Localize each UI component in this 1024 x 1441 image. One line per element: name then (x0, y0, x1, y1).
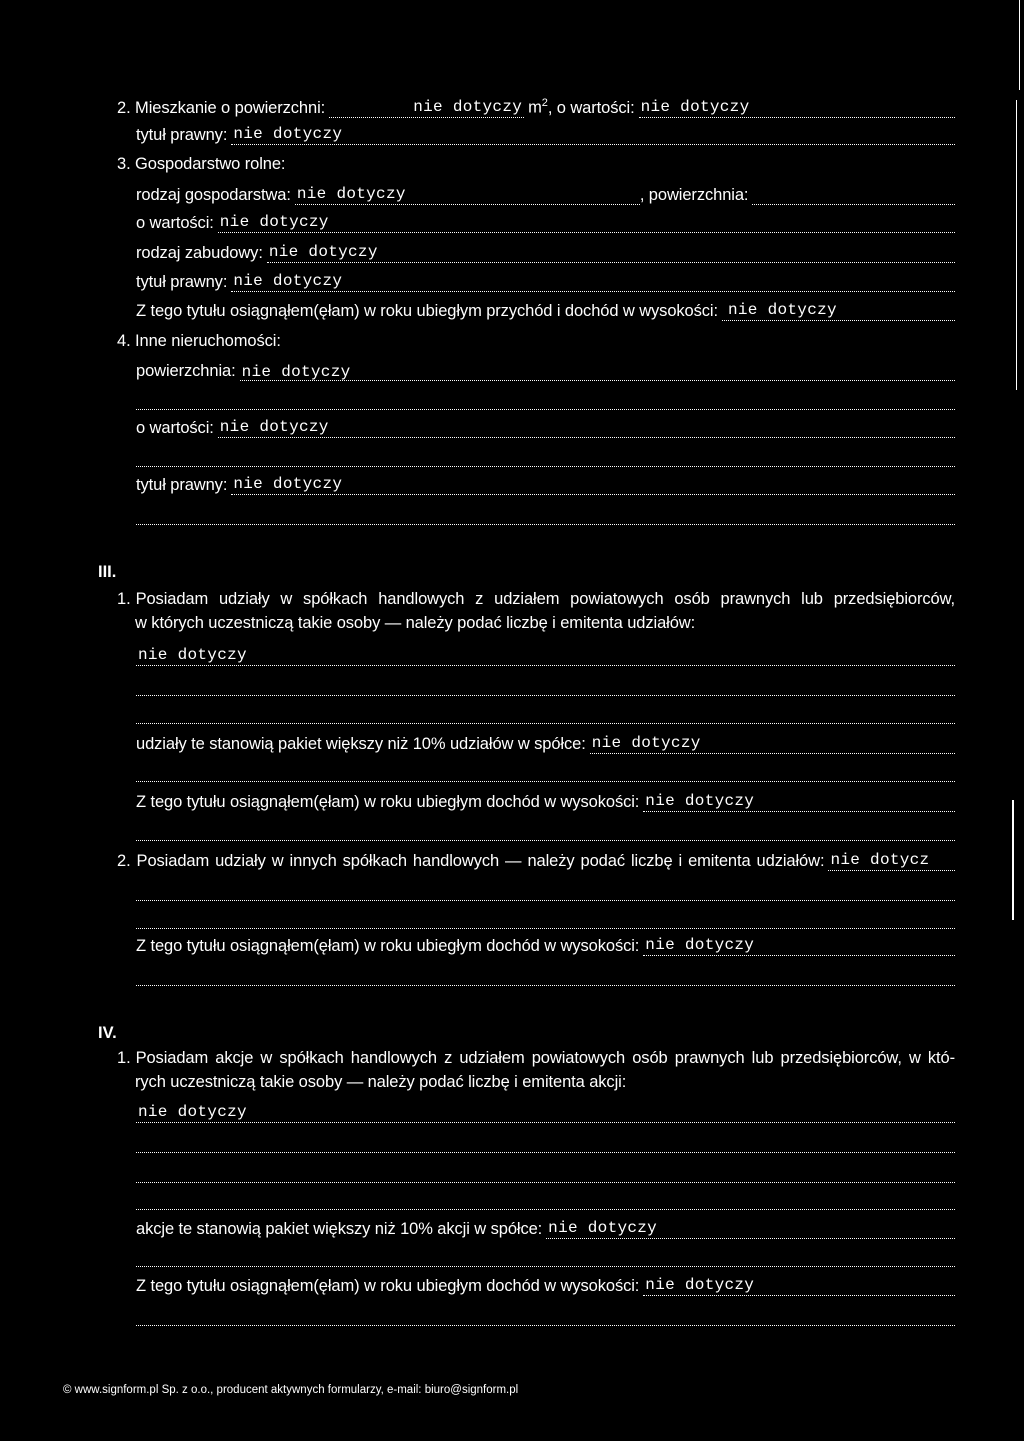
stocks-income-value: nie dotyczy (645, 1276, 755, 1294)
farm-value-label: o wartości: (136, 214, 214, 232)
shares-answer-field[interactable] (136, 648, 955, 666)
other-shares-income-row (136, 937, 955, 956)
other-shares-income-value: nie dotyczy (645, 936, 755, 954)
other-value-field[interactable] (218, 420, 955, 438)
farm-type-label: rodzaj gospodarstwa: (136, 186, 291, 204)
other-shares-label: 2. Posiadam udziały w innych spółkach handlowych — należy podać liczbę i emitenta udziałów: (117, 852, 825, 870)
shares-answer-value: nie dotyczy (138, 646, 247, 664)
farm-income-value: nie dotyczy (727, 301, 837, 319)
farm-title-value: nie dotyczy (233, 272, 343, 290)
other-shares-income-extra-line[interactable] (136, 985, 955, 986)
farm-heading: 3. Gospodarstwo rolne: (117, 155, 286, 173)
farm-type-field[interactable] (295, 187, 640, 205)
section-iv-item1-line2: rych uczestniczą takie osoby — należy podać liczbę i emitenta akcji: (135, 1073, 627, 1091)
scan-edge-mark (1016, 100, 1017, 390)
other-shares-field[interactable] (828, 853, 955, 871)
apartment-value-field[interactable] (639, 97, 955, 118)
other-shares-income-field[interactable] (643, 938, 955, 956)
farm-type-value: nie dotyczy (296, 185, 406, 203)
stocks-extra-line-3[interactable] (136, 1209, 955, 1210)
other-area-value: nie dotyczy (241, 363, 351, 381)
apartment-unit: $m^2$ (528, 97, 548, 117)
other-area-row (136, 362, 955, 381)
farm-title-field[interactable] (231, 274, 955, 292)
apartment-title-label: tytuł prawny: (136, 126, 228, 144)
stocks-pct-label: akcje te stanowią pakiet większy niż 10% akcji w spółce: (136, 1220, 543, 1238)
stocks-extra-line-1[interactable] (136, 1152, 955, 1153)
farm-area-field[interactable] (752, 187, 955, 205)
other-area-label: powierzchnia: (136, 362, 236, 380)
other-shares-row (117, 852, 955, 871)
shares-income-extra-line[interactable] (136, 840, 955, 841)
shares-income-field[interactable] (643, 794, 955, 812)
farm-income-field[interactable] (722, 303, 955, 321)
other-title-row (136, 476, 955, 495)
farm-title-row (136, 273, 955, 292)
shares-income-label: Z tego tytułu osiągnąłem(ęłam) w roku ubiegłym dochód w wysokości: (136, 793, 640, 811)
apartment-title-value: nie dotyczy (233, 125, 343, 143)
shares-pct-label: udziały te stanowią pakiet większy niż 10% udziałów w spółce: (136, 735, 586, 753)
shares-pct-row (136, 735, 955, 754)
farm-type-row (136, 186, 955, 205)
section-iii-item1-line1: Posiadam udziały w spółkach handlowych z udziałem powiatowych osób prawnych lub przedsiębiorców, (135, 590, 955, 608)
apartment-title-row (136, 126, 955, 145)
shares-income-row (136, 793, 955, 812)
other-property-heading: 4. Inne nieruchomości: (117, 332, 281, 350)
farm-income-label: Z tego tytułu osiągnąłem(ęłam) w roku ubiegłym przychód i dochód w wysokości: (136, 302, 718, 320)
scan-edge-mark-top (1019, 0, 1020, 90)
section-iv-item1-text (117, 1046, 955, 1094)
other-value-value: nie dotyczy (219, 418, 329, 436)
other-value-extra-line[interactable] (136, 466, 955, 467)
stocks-income-field[interactable] (643, 1278, 955, 1296)
stocks-answer-value: nie dotyczy (138, 1103, 247, 1121)
section-iii-item1-text (117, 587, 955, 635)
farm-value-value: nie dotyczy (219, 213, 329, 231)
stocks-income-row (136, 1277, 955, 1296)
stocks-extra-line-2[interactable] (136, 1182, 955, 1183)
farm-area-label: , powierzchnia: (639, 186, 749, 204)
section-iv-heading: IV. (98, 1024, 117, 1042)
apartment-area-field[interactable] (329, 97, 524, 118)
stocks-pct-field[interactable] (546, 1221, 955, 1239)
other-shares-income-label: Z tego tytułu osiągnąłem(ęłam) w roku ubiegłym dochód w wysokości: (136, 937, 640, 955)
section-iii-heading: III. (98, 563, 117, 581)
farm-build-label: rodzaj zabudowy: (136, 244, 263, 262)
shares-extra-line-2[interactable] (136, 723, 955, 724)
stocks-pct-value: nie dotyczy (548, 1219, 658, 1237)
shares-income-value: nie dotyczy (645, 792, 755, 810)
scan-edge-mark-lower (1012, 800, 1014, 920)
other-value-row (136, 419, 955, 438)
apartment-area-value: nie dotyczy (413, 97, 523, 116)
shares-pct-value: nie dotyczy (591, 734, 701, 752)
apartment-label: 2. Mieszkanie o powierzchni: (117, 98, 326, 117)
other-title-label: tytuł prawny: (136, 476, 228, 494)
footer-copyright: © www.signform.pl Sp. z o.o., producent aktywnych formularzy, e-mail: biuro@signform.pl (63, 1384, 519, 1396)
section-iii-item1-number: 1. (117, 590, 131, 608)
apartment-value-label: , o wartości: (547, 98, 635, 117)
shares-answer-row (136, 648, 955, 666)
stocks-answer-row (136, 1105, 955, 1123)
stocks-answer-field[interactable] (136, 1105, 955, 1123)
farm-build-field[interactable] (267, 245, 955, 263)
apartment-row (117, 97, 955, 118)
farm-value-row (136, 214, 955, 233)
stocks-income-label: Z tego tytułu osiągnąłem(ęłam) w roku ubiegłym dochód w wysokości: (136, 1277, 640, 1295)
section-iii-item1-line2: w których uczestniczą takie osoby — należy podać liczbę i emitenta udziałów: (135, 614, 696, 632)
section-iv-item1-number: 1. (117, 1049, 131, 1067)
farm-title-label: tytuł prawny: (136, 273, 228, 291)
other-shares-extra-line-1[interactable] (136, 900, 955, 901)
other-title-value: nie dotyczy (233, 475, 343, 493)
other-title-field[interactable] (231, 477, 955, 495)
stocks-pct-extra-line[interactable] (136, 1266, 955, 1267)
shares-pct-field[interactable] (590, 736, 955, 754)
other-shares-extra-line-2[interactable] (136, 928, 955, 929)
other-value-label: o wartości: (136, 419, 214, 437)
farm-income-row (136, 302, 955, 321)
shares-pct-extra-line[interactable] (136, 781, 955, 782)
shares-extra-line-1[interactable] (136, 695, 955, 696)
other-area-extra-line[interactable] (136, 409, 955, 410)
farm-build-value: nie dotyczy (268, 243, 378, 261)
stocks-pct-row (136, 1220, 955, 1239)
other-title-extra-line[interactable] (136, 524, 955, 525)
section-iv-item1-line1: Posiadam akcje w spółkach handlowych z udziałem powiatowych osób prawnych lub przedsiębiorców, w któ- (135, 1049, 955, 1067)
apartment-title-field[interactable] (231, 127, 955, 145)
stocks-income-extra-line[interactable] (136, 1325, 955, 1326)
other-area-field[interactable] (240, 363, 955, 381)
other-shares-value: nie dotycz (830, 851, 930, 869)
farm-value-field[interactable] (218, 215, 955, 233)
apartment-value-value: nie dotyczy (640, 97, 750, 116)
farm-build-row (136, 244, 955, 263)
